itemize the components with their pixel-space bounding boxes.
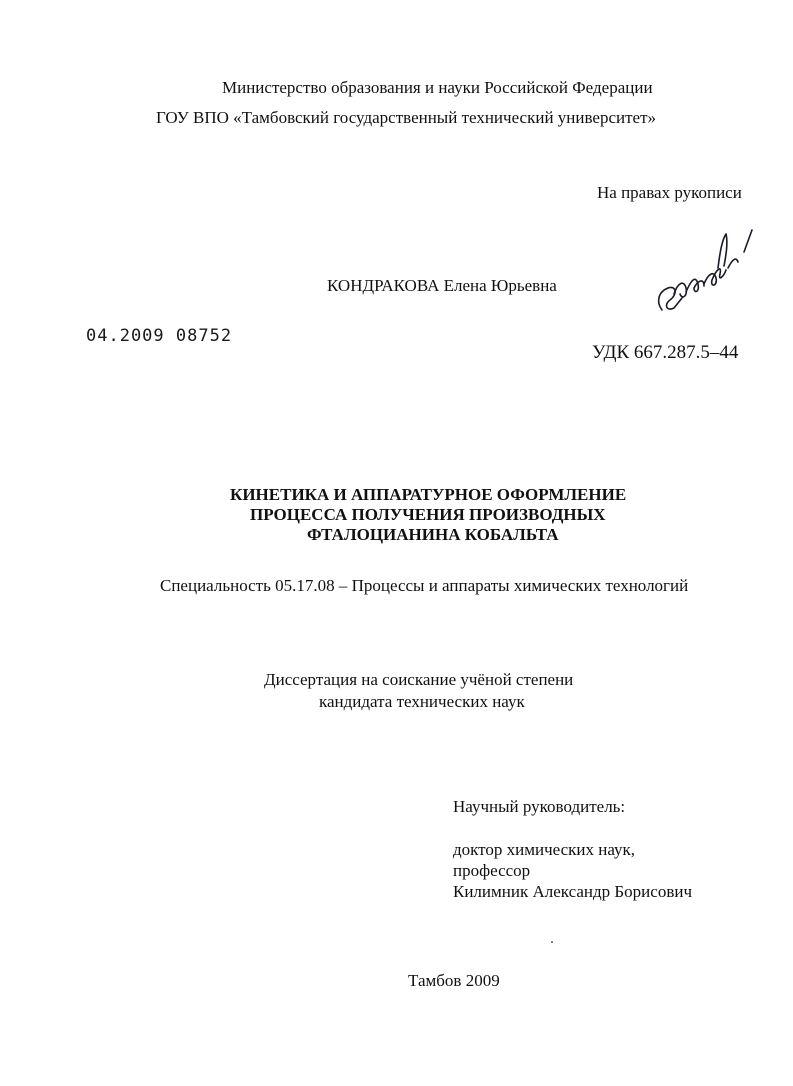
degree-line-1: Диссертация на соискание учёной степени [264, 670, 574, 689]
supervisor-label: Научный руководитель: [453, 797, 626, 816]
ministry-name: Министерство образования и науки Российской Федерации [222, 78, 653, 97]
dissertation-title-line-1: КИНЕТИКА И АППАРАТУРНОЕ ОФОРМЛЕНИЕ [230, 485, 627, 504]
supervisor-degree: доктор химических наук, [453, 840, 636, 859]
degree-line-2: кандидата технических наук [319, 692, 525, 711]
supervisor-name: Килимник Александр Борисович [453, 882, 692, 901]
handwritten-signature [648, 222, 758, 322]
university-name: ГОУ ВПО «Тамбовский государственный технический университет» [156, 108, 657, 127]
supervisor-title: профессор [453, 861, 531, 880]
specialty: Специальность 05.17.08 – Процессы и аппараты химических технологий [160, 576, 689, 595]
place-and-year: Тамбов 2009 [408, 971, 500, 990]
udc-code: УДК 667.287.5–44 [592, 342, 739, 363]
author-name: КОНДРАКОВА Елена Юрьевна [327, 276, 557, 295]
manuscript-rights-note: На правах рукописи [597, 183, 742, 202]
archive-stamp-number: 04.2009 08752 [86, 326, 233, 346]
scan-speck [551, 941, 553, 943]
dissertation-title-line-2: ПРОЦЕССА ПОЛУЧЕНИЯ ПРОИЗВОДНЫХ [250, 505, 606, 524]
dissertation-title-line-3: ФТАЛОЦИАНИНА КОБАЛЬТА [307, 525, 559, 544]
